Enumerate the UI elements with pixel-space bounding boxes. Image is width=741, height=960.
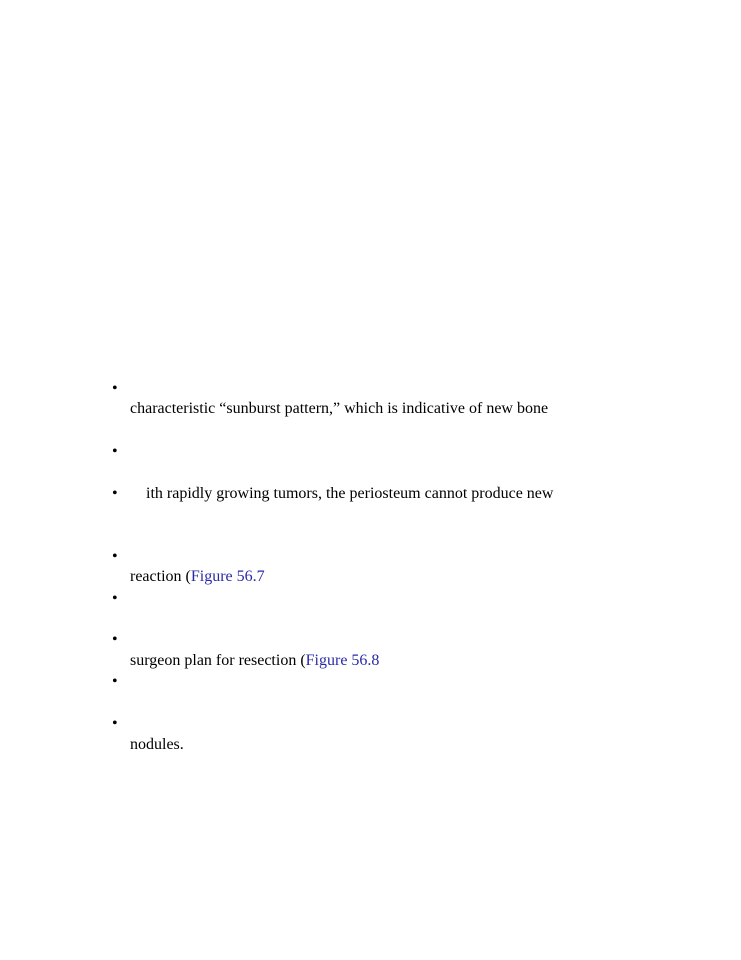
figure-56-8-link[interactable]: Figure 56.8 xyxy=(305,652,380,669)
text-line-surgeon-plan xyxy=(130,651,379,671)
reaction-prefix: reaction ( xyxy=(130,568,191,585)
text-line-sunburst: characteristic “sunburst pattern,” which is indicative of new bone xyxy=(130,400,549,417)
bullet-2: • xyxy=(112,443,118,460)
figure-56-7-link[interactable]: Figure 56.7 xyxy=(190,568,265,585)
bullet-7: • xyxy=(112,673,118,690)
bullet-6: • xyxy=(112,631,118,648)
text-line-rapid-tumors: ith rapidly growing tumors, the periosteum cannot produce new xyxy=(146,485,554,502)
bullet-3: • xyxy=(112,485,118,502)
text-line-reaction xyxy=(130,567,265,587)
bullet-5: • xyxy=(112,590,118,607)
bullet-8: • xyxy=(112,715,118,732)
surgeon-plan-prefix: surgeon plan for resection ( xyxy=(130,652,306,669)
bullet-4: • xyxy=(112,548,118,565)
bullet-1: • xyxy=(112,380,118,397)
text-line-nodules: nodules. xyxy=(130,736,184,753)
